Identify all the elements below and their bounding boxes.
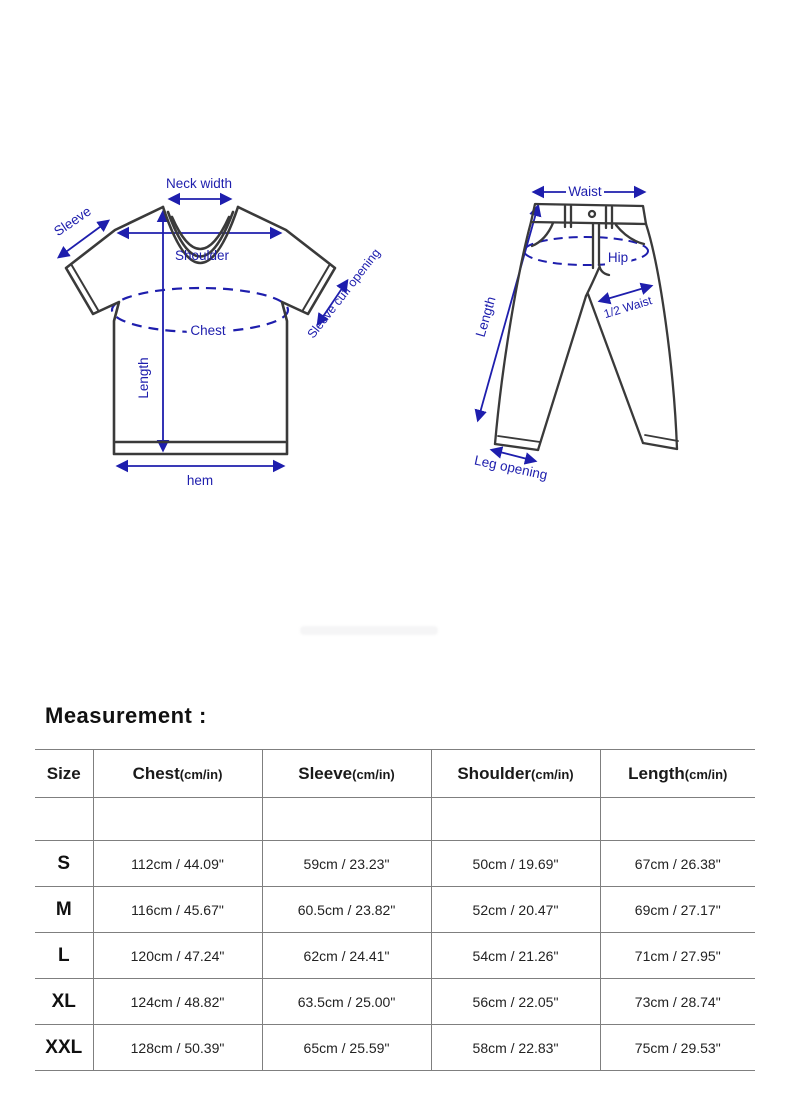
neck-width-label: Neck width [165, 176, 233, 191]
table-row-xl [35, 979, 755, 1025]
half-waist-label: 1/2 Waist [602, 293, 654, 322]
chest-value: 116cm / 45.67" [93, 887, 262, 933]
table-row-xxl [35, 1025, 755, 1071]
header-row [35, 750, 755, 798]
col-header-length [600, 750, 755, 798]
pants-length-label: Length [472, 294, 499, 339]
measurement-title: Measurement : [45, 703, 207, 728]
col-header-size-label: Size [46, 763, 81, 783]
watermark-remnant [300, 626, 438, 635]
pants-outline [495, 204, 678, 450]
size-value: XL [51, 990, 76, 1012]
shoulder-value: 56cm / 22.05" [431, 979, 600, 1025]
col-header-shoulder [431, 750, 600, 798]
col-header-chest-unit: (cm/in) [179, 766, 223, 782]
chest-label: Chest [190, 323, 226, 338]
empty-cell [600, 798, 755, 841]
length-value: 73cm / 28.74" [600, 979, 755, 1025]
table-row-m [35, 887, 755, 933]
col-header-chest [93, 750, 262, 798]
waist-label: Waist [568, 184, 602, 199]
col-header-length-label: Length [628, 763, 685, 783]
col-header-sleeve-label: Sleeve [298, 763, 353, 783]
sleeve-value: 62cm / 24.41" [262, 933, 431, 979]
sleeve-value: 60.5cm / 23.82" [262, 887, 431, 933]
col-header-shoulder-unit: (cm/in) [531, 766, 574, 782]
table-row-s [35, 841, 755, 887]
col-header-chest-label: Chest [132, 763, 180, 783]
leg-opening-label: Leg opening [473, 452, 549, 483]
chest-value: 124cm / 48.82" [93, 979, 262, 1025]
pants-diagram [448, 172, 728, 487]
shoulder-value: 52cm / 20.47" [431, 887, 600, 933]
col-header-length-unit: (cm/in) [684, 766, 728, 782]
pants-labels [473, 184, 654, 483]
hip-label: Hip [607, 250, 629, 265]
empty-row [35, 798, 755, 841]
size-value: XXL [45, 1036, 83, 1058]
sleeve-value: 65cm / 25.59" [262, 1025, 431, 1071]
pants-measure-lines [478, 192, 651, 461]
length-value: 69cm / 27.17" [600, 887, 755, 933]
empty-cell [35, 798, 93, 841]
shoulder-value: 58cm / 22.83" [431, 1025, 600, 1071]
size-value: L [57, 944, 70, 966]
chest-value: 128cm / 50.39" [93, 1025, 262, 1071]
col-header-size [35, 750, 93, 798]
shoulder-value: 54cm / 21.26" [431, 933, 600, 979]
sleeve-value: 63.5cm / 25.00" [262, 979, 431, 1025]
hem-label: hem [186, 473, 214, 488]
empty-cell [431, 798, 600, 841]
sleeve-label: Sleeve [51, 203, 94, 240]
empty-cell [93, 798, 262, 841]
shoulder-label: Shoulder [174, 248, 230, 263]
length-value: 75cm / 29.53" [600, 1025, 755, 1071]
cuff-opening-label: Sleeve cuff opening [304, 246, 384, 342]
hip-ellipse [524, 237, 648, 265]
chest-value: 120cm / 47.24" [93, 933, 262, 979]
shirt-length-label: Length [136, 357, 151, 399]
col-header-shoulder-label: Shoulder [457, 763, 532, 783]
length-value: 67cm / 26.38" [600, 841, 755, 887]
shoulder-value: 50cm / 19.69" [431, 841, 600, 887]
size-value: M [55, 898, 72, 920]
sleeve-value: 59cm / 23.23" [262, 841, 431, 887]
table-row-l [35, 933, 755, 979]
empty-cell [262, 798, 431, 841]
size-value: S [57, 852, 71, 874]
length-value: 71cm / 27.95" [600, 933, 755, 979]
col-header-sleeve [262, 750, 431, 798]
tshirt-diagram [42, 163, 422, 498]
size-table [35, 749, 755, 1071]
col-header-sleeve-unit: (cm/in) [352, 766, 395, 782]
chest-value: 112cm / 44.09" [93, 841, 262, 887]
